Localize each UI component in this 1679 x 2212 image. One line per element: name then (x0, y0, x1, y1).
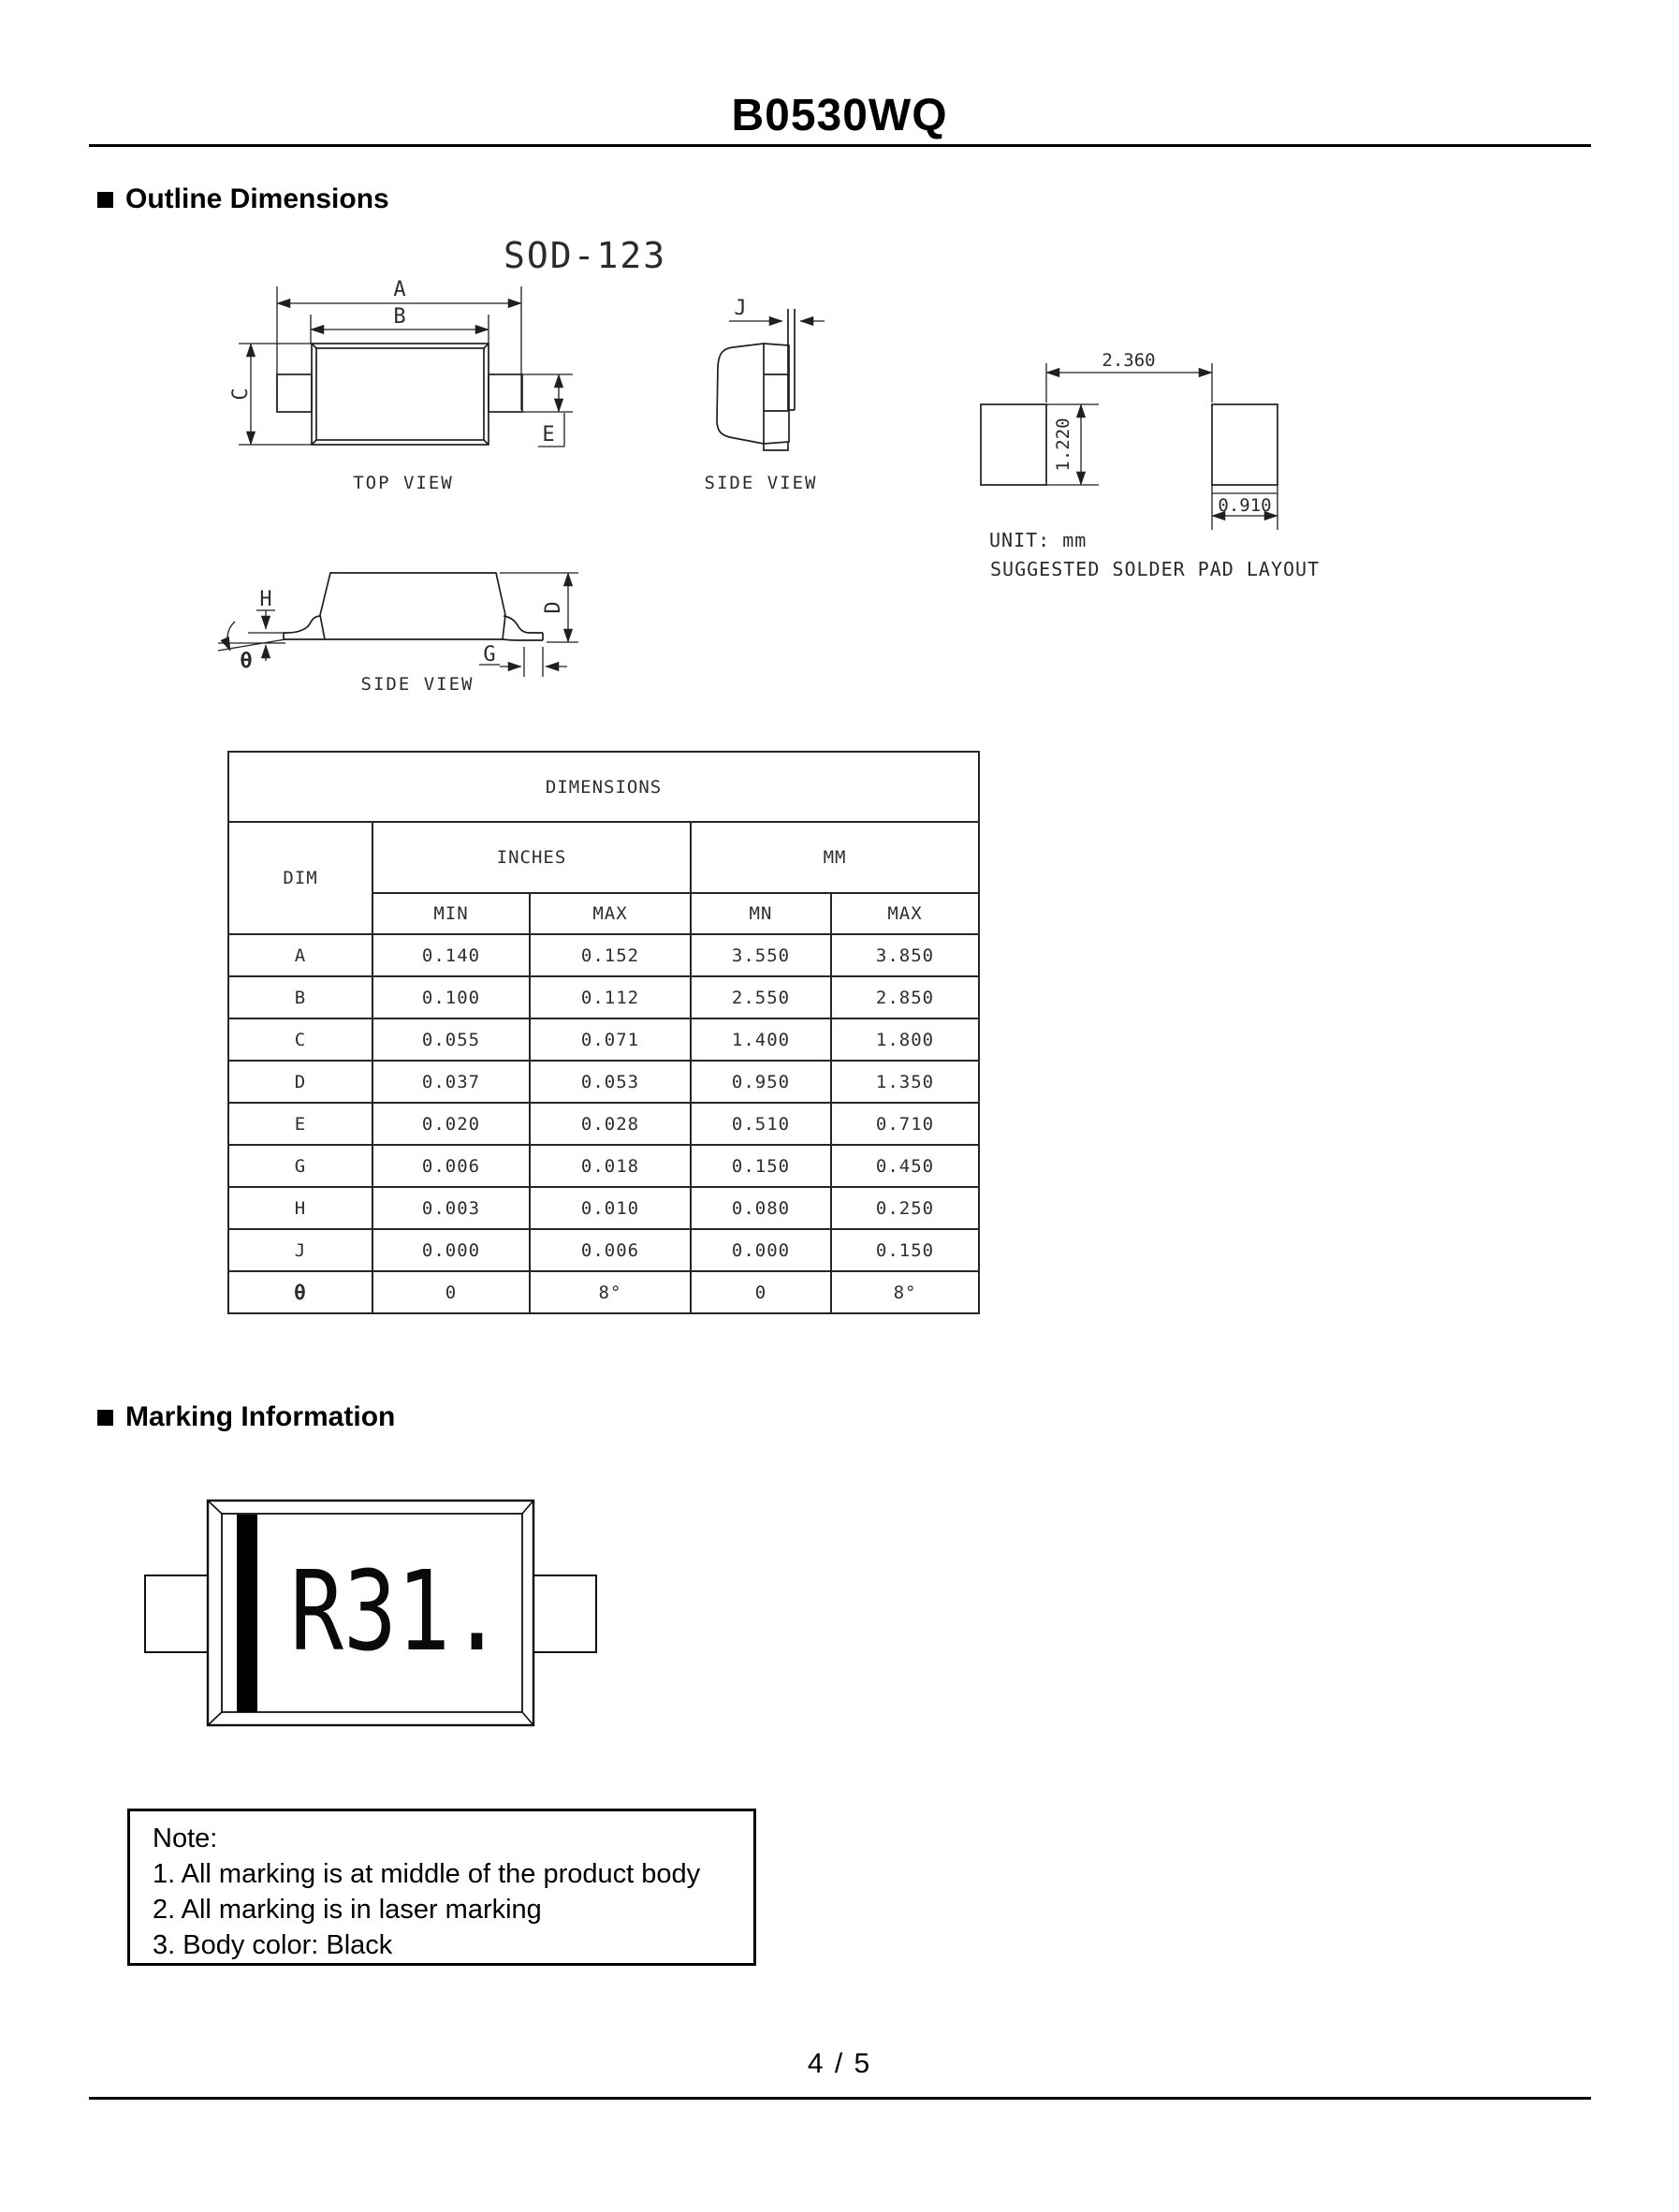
cell: 0.071 (530, 1018, 691, 1061)
cell: 0.006 (372, 1145, 530, 1187)
cell: 3.850 (831, 934, 979, 976)
cell: 0.250 (831, 1187, 979, 1229)
footer-rule (89, 2097, 1591, 2100)
cell-dim: H (228, 1187, 372, 1229)
subheader-inches-min: MIN (372, 893, 530, 934)
table-row (228, 1018, 979, 1061)
cell: 0.020 (372, 1103, 530, 1145)
cell: 0.018 (530, 1145, 691, 1187)
table-row (228, 1145, 979, 1187)
page-title: B0530WQ (731, 91, 948, 140)
marking-drawing (145, 1501, 596, 1725)
package-name-label: SOD-123 (504, 235, 667, 276)
cell: 0.053 (530, 1061, 691, 1103)
table-row (228, 976, 979, 1018)
subheader-inches-max: MAX (530, 893, 691, 934)
cell: 0.450 (831, 1145, 979, 1187)
col-header-dim: DIM (228, 822, 372, 934)
note-title: Note: (153, 1824, 218, 1853)
side-view-bottom-label: SIDE VIEW (360, 674, 474, 695)
dim-c-label: C (229, 388, 253, 401)
dim-b-label: B (393, 305, 406, 329)
cell: 0.028 (530, 1103, 691, 1145)
table-row (228, 934, 979, 976)
top-view-label: TOP VIEW (353, 473, 454, 493)
dim-h-label: H (259, 588, 272, 611)
pad-pitch-value: 2.360 (1102, 350, 1156, 371)
cell-dim: G (228, 1145, 372, 1187)
note-item: 1. All marking is at middle of the product body (153, 1859, 701, 1889)
outline-dimensions-heading-label: Outline Dimensions (125, 183, 389, 214)
subheader-mm-min: MN (691, 893, 831, 934)
subheader-mm-max: MAX (831, 893, 979, 934)
cell: 8° (831, 1271, 979, 1313)
side-view-bottom-drawing (218, 573, 578, 695)
cell: 0.000 (691, 1229, 831, 1271)
cell: 0.000 (372, 1229, 530, 1271)
cell: 0.006 (530, 1229, 691, 1271)
cathode-band (237, 1515, 257, 1712)
cell: 2.850 (831, 976, 979, 1018)
cell: 0.100 (372, 976, 530, 1018)
cell: 1.350 (831, 1061, 979, 1103)
pad-height-value: 1.220 (1053, 417, 1073, 472)
cell: 0.037 (372, 1061, 530, 1103)
cell: 0.112 (530, 976, 691, 1018)
note-item: 2. All marking is in laser marking (153, 1895, 542, 1925)
solder-pad-caption: SUGGESTED SOLDER PAD LAYOUT (990, 558, 1321, 580)
cell: 0.003 (372, 1187, 530, 1229)
cell: 0.152 (530, 934, 691, 976)
cell-dim: B (228, 976, 372, 1018)
cell-dim: J (228, 1229, 372, 1271)
marking-information-heading-label: Marking Information (125, 1401, 396, 1432)
table-title: DIMENSIONS (228, 752, 979, 822)
note-box (127, 1809, 756, 1966)
table-row (228, 1271, 979, 1313)
cell: 0.710 (831, 1103, 979, 1145)
side-view-right-drawing (705, 297, 825, 493)
note-item: 3. Body color: Black (153, 1930, 393, 1960)
dim-d-label: D (542, 601, 565, 614)
cell: 8° (530, 1271, 691, 1313)
solder-pad-layout-drawing (981, 350, 1320, 580)
cell: 3.550 (691, 934, 831, 976)
table-row (228, 1103, 979, 1145)
pad-width-value: 0.910 (1218, 495, 1272, 516)
table-row (228, 1061, 979, 1103)
cell: 0.140 (372, 934, 530, 976)
cell: 0 (372, 1271, 530, 1313)
cell: 0.055 (372, 1018, 530, 1061)
marking-code: R31. (290, 1546, 504, 1676)
table-row (228, 1229, 979, 1271)
cell-dim: θ (228, 1271, 372, 1313)
dim-a-label: A (393, 278, 406, 301)
cell: 1.400 (691, 1018, 831, 1061)
dim-e-label: E (542, 423, 555, 447)
cell: 0.150 (831, 1229, 979, 1271)
cell: 1.800 (831, 1018, 979, 1061)
cell: 0.080 (691, 1187, 831, 1229)
square-bullet-icon (97, 1410, 113, 1426)
marking-information-heading (97, 1401, 395, 1433)
cell: 0.510 (691, 1103, 831, 1145)
page-number: 4 / 5 (807, 2048, 872, 2079)
cell: 0 (691, 1271, 831, 1313)
cell: 2.550 (691, 976, 831, 1018)
dim-g-label: G (483, 643, 496, 667)
dim-j-label: J (734, 297, 747, 320)
cell: 0.150 (691, 1145, 831, 1187)
cell-dim: A (228, 934, 372, 976)
col-header-inches: INCHES (372, 822, 691, 893)
side-view-right-label: SIDE VIEW (704, 473, 818, 493)
table-row (228, 1187, 979, 1229)
cell: 0.950 (691, 1061, 831, 1103)
col-header-mm: MM (691, 822, 979, 893)
dimensions-table (227, 751, 980, 1314)
top-view-drawing (229, 278, 573, 493)
cell-dim: C (228, 1018, 372, 1061)
unit-label: UNIT: mm (989, 529, 1088, 551)
dim-theta-label: θ (240, 650, 253, 673)
cell-dim: E (228, 1103, 372, 1145)
cell: 0.010 (530, 1187, 691, 1229)
cell-dim: D (228, 1061, 372, 1103)
